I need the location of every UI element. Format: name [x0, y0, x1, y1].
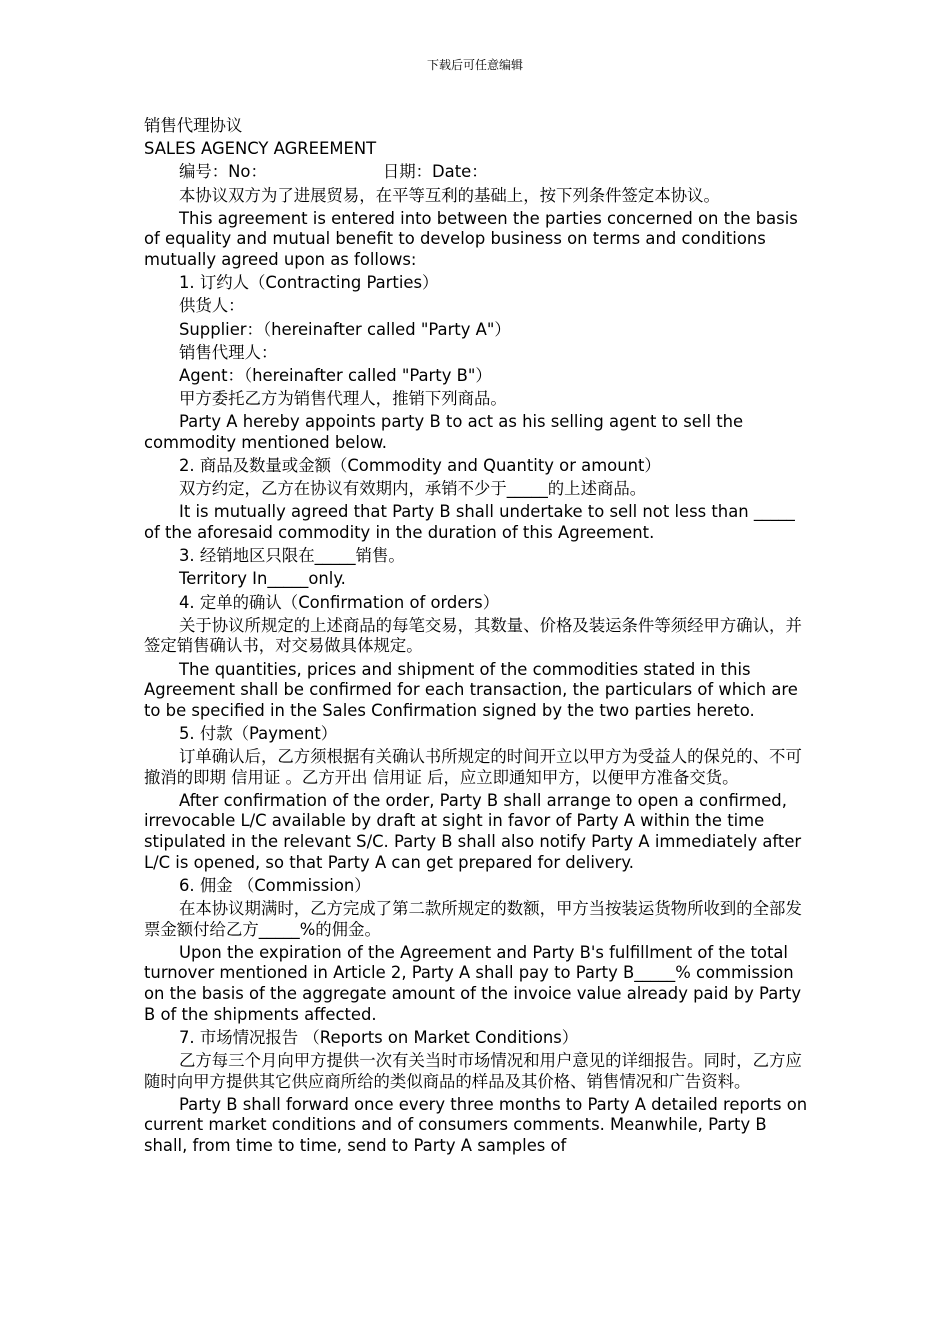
number-label: 编号：No：: [179, 162, 267, 182]
section-heading-5: 5. 付款（Payment）: [179, 723, 338, 743]
section-heading-1: 1. 订约人（Contracting Parties）: [179, 273, 439, 293]
territory-en: Territory In_____only.: [179, 569, 346, 589]
title-chinese: 销售代理协议: [144, 116, 243, 135]
reports-en: Party B shall forward once every three months to Party A detailed reports on current market conditions and of consumers comments. Meanwhile, Party B shall, from time to time, send to Party A samples of: [144, 1094, 808, 1155]
appointment-en: Party A hereby appoints party B to act as his selling agent to sell the commodity mentioned below.: [144, 412, 744, 452]
section-heading-7: 7. 市场情况报告 （Reports on Market Conditions）: [179, 1027, 579, 1047]
date-label: 日期：Date：: [382, 162, 488, 182]
appointment-cn: 甲方委托乙方为销售代理人，推销下列商品。: [179, 389, 507, 409]
reports-cn: 乙方每三个月向甲方提供一次有关当时市场情况和用户意见的详细报告。同时，乙方应随时向甲方提供其它供应商所给的类似商品的样品及其价格、销售情况和广告资料。: [144, 1050, 802, 1091]
quantity-en: It is mutually agreed that Party B shall undertake to sell not less than _____ of the aforesaid commodity in the duration of this Agreement.: [144, 502, 795, 542]
payment-cn: 订单确认后，乙方须根据有关确认书所规定的时间开立以甲方为受益人的保兑的、不可撤消的即期 信用证 。乙方开出 信用证 后，应立即通知甲方，以便甲方准备交货。: [144, 747, 802, 787]
page-header: 下载后可任意编辑: [426, 58, 523, 72]
title-english: SALES AGENCY AGREEMENT: [144, 139, 377, 159]
orders-en: The quantities, prices and shipment of the commodities stated in this Agreement shall be confirmed for each transaction, the particulars of which are to be specified in the Sales Confirmation signed by the two parties hereto.: [144, 659, 798, 720]
section-heading-6: 6. 佣金 （Commission）: [179, 875, 371, 895]
section-heading-3: 3. 经销地区只限在_____销售。: [179, 546, 405, 566]
agent-label-cn: 销售代理人：: [179, 342, 278, 362]
orders-cn: 关于协议所规定的上述商品的每笔交易，其数量、价格及装运条件等须经甲方确认，并签定销售确认书，对交易做具体规定。: [144, 615, 802, 656]
supplier-label-en: Supplier：（hereinafter called "Party A"）: [179, 319, 511, 339]
supplier-label-cn: 供货人：: [179, 296, 245, 316]
number-date-line: [144, 162, 809, 183]
commission-en: Upon the expiration of the Agreement and Party B's fulfillment of the total turnover mentioned in Article 2, Party A shall pay to Party B_____% commission on the basis of the aggregate amount of the invoice value already paid by Party B of the shipments affected.: [144, 942, 802, 1024]
agent-label-en: Agent：（hereinafter called "Party B"）: [179, 365, 492, 385]
payment-en: After confirmation of the order, Party B shall arrange to open a confirmed, irrevocable L/C available by draft at sight in favor of Party A within the time stipulated in the relevant S/C. Party B shall also notify Party A immediately after L/C is opened, so that Party A can get prepared for delivery.: [144, 790, 802, 872]
section-heading-2: 2. 商品及数量或金额（Commodity and Quantity or amount）: [179, 456, 661, 476]
preamble-en: This agreement is entered into between the parties concerned on the basis of equality and mutual benefit to develop business on terms and conditions mutually agreed upon as follows:: [144, 208, 798, 269]
agreement-body: [144, 116, 809, 1159]
quantity-cn: 双方约定，乙方在协议有效期内，承销不少于_____的上述商品。: [179, 479, 647, 499]
commission-cn: 在本协议期满时，乙方完成了第二款所规定的数额，甲方当按装运货物所收到的全部发票金额付给乙方_____%的佣金。: [144, 899, 802, 939]
preamble-cn: 本协议双方为了进展贸易，在平等互利的基础上，按下列条件签定本协议。: [179, 185, 720, 205]
section-heading-4: 4. 定单的确认（Confirmation of orders）: [179, 592, 500, 612]
